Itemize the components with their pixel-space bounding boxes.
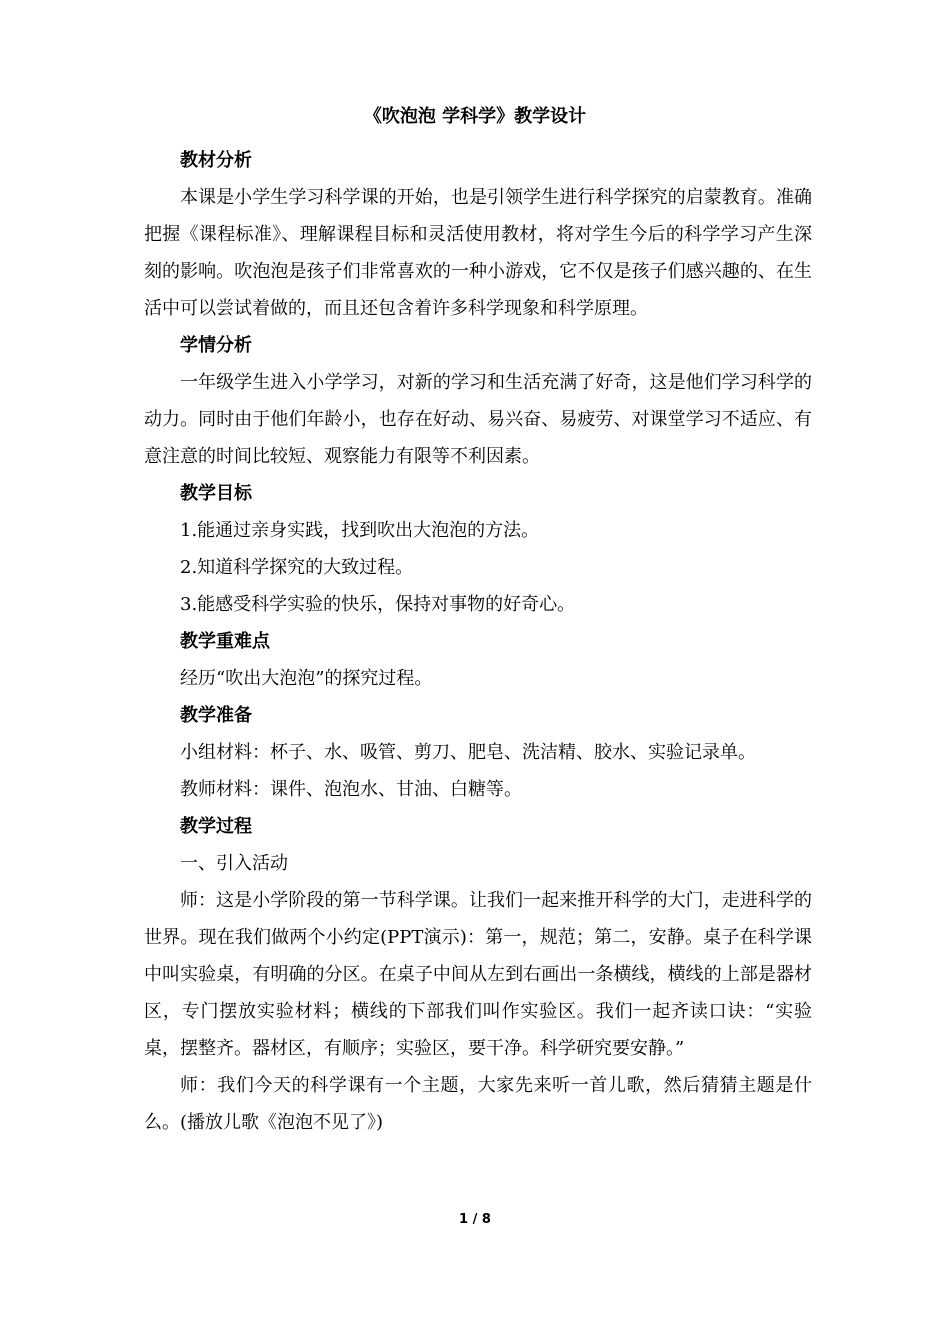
goal-item-2: 2.知道科学探究的大致过程。 (180, 557, 414, 578)
goal-item-1: 1.能通过亲身实践，找到吹出大泡泡的方法。 (180, 520, 540, 541)
process-paragraph-1: 师：这是小学阶段的第一节科学课。让我们一起来推开科学的大门，走进科学的世界。现在我们做两个小约定(PPT演示)：第一，规范；第二，安静。桌子在科学课中叫实验桌，有明确的分区。在桌子中间从左到右画出一条横线，横线的上部是器材区，专门摆放实验材料；横线的下部我们叫作实验区。我们一起齐读口诀：“实验桌，摆整齐。器材区，有顺序；实验区，要干净。科学研究要安静。” (144, 890, 812, 1059)
goal-item-3: 3.能感受科学实验的快乐，保持对事物的好奇心。 (180, 594, 576, 615)
section-heading-preparation: 教学准备 (180, 705, 252, 726)
prep-group-materials: 小组材料：杯子、水、吸管、剪刀、肥皂、洗洁精、胶水、实验记录单。 (180, 742, 756, 763)
learner-paragraph: 一年级学生进入小学学习，对新的学习和生活充满了好奇，这是他们学习科学的动力。同时由于他们年龄小，也存在好动、易兴奋、易疲劳、对课堂学习不适应、有意注意的时间比较短、观察能力有限等不利因素。 (144, 372, 812, 467)
section-heading-goals: 教学目标 (180, 483, 252, 504)
prep-teacher-materials: 教师材料：课件、泡泡水、甘油、白糖等。 (180, 779, 522, 800)
process-paragraph-2: 师：我们今天的科学课有一个主题，大家先来听一首儿歌，然后猜猜主题是什么。(播放儿歌《泡泡不见了》) (144, 1075, 812, 1133)
page-number: 1 / 8 (459, 1212, 491, 1227)
section-heading-learner: 学情分析 (180, 335, 252, 356)
section-heading-process: 教学过程 (180, 816, 252, 837)
analysis-paragraph: 本课是小学生学习科学课的开始，也是引领学生进行科学探究的启蒙教育。准确把握《课程标准》、理解课程目标和灵活使用教材，将对学生今后的科学学习产生深刻的影响。吹泡泡是孩子们非常喜欢的一种小游戏，它不仅是孩子们感兴趣的、在生活中可以尝试着做的，而且还包含着许多科学现象和科学原理。 (144, 187, 812, 319)
key-points-text: 经历“吹出大泡泡”的探究过程。 (180, 668, 433, 689)
process-step-1: 一、引入活动 (180, 853, 288, 874)
document-body (144, 142, 812, 1141)
section-heading-analysis: 教材分析 (180, 150, 252, 171)
document-title: 《吹泡泡 学科学》教学设计 (363, 106, 587, 127)
section-heading-key-points: 教学重难点 (180, 631, 270, 652)
